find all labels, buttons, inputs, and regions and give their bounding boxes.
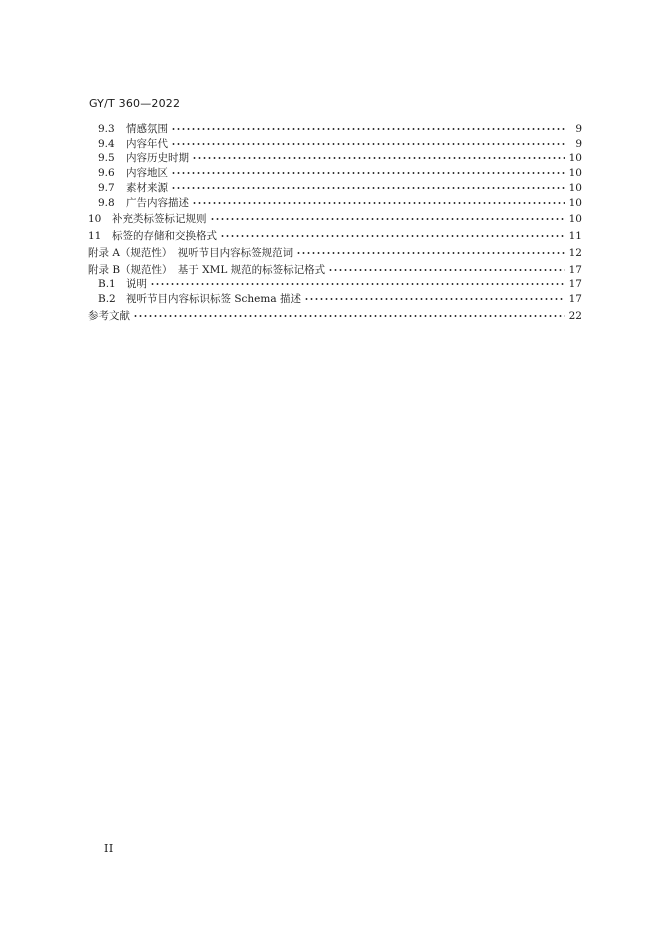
toc-entry-title: 补充类标签标记规则: [112, 213, 207, 226]
toc-leader-dots: [171, 169, 565, 177]
toc-entry-page-number: 17: [568, 293, 582, 306]
toc-leader-dots: [171, 184, 565, 192]
toc-entry[interactable]: [88, 277, 582, 292]
toc-entry-number: 9.7: [98, 181, 115, 194]
toc-leader-dots: [133, 312, 565, 320]
toc-entry-title: 说明: [126, 278, 147, 291]
toc-leader-dots: [220, 232, 565, 240]
toc-entry-number: 10: [88, 213, 102, 226]
toc-entry-page-number: 11: [568, 230, 582, 243]
toc-entry-page-number: 10: [568, 196, 582, 209]
toc-leader-dots: [328, 266, 565, 274]
toc-leader-dots: [192, 199, 565, 207]
toc-entry-title: 标签的存储和交换格式: [112, 230, 217, 243]
toc-entry[interactable]: [88, 180, 582, 195]
toc-leader-dots: [304, 295, 565, 303]
table-of-contents: [88, 121, 582, 323]
toc-entry-number: B.2: [98, 293, 116, 306]
toc-entry-number: 9.3: [98, 122, 115, 135]
toc-entry[interactable]: [88, 195, 582, 210]
toc-entry[interactable]: [88, 243, 582, 260]
toc-leader-dots: [296, 249, 565, 257]
toc-entry-page-number: 12: [568, 246, 582, 259]
page-number-footer: II: [104, 842, 114, 855]
toc-entry-number: 9.4: [98, 137, 115, 150]
toc-entry-page-number: 10: [568, 181, 582, 194]
toc-entry[interactable]: [88, 136, 582, 151]
toc-entry-number: B.1: [98, 278, 116, 291]
toc-entry-title: 广告内容描述: [126, 196, 189, 209]
toc-entry[interactable]: [88, 260, 582, 277]
toc-entry-title: 内容地区: [126, 167, 168, 180]
toc-entry[interactable]: [88, 210, 582, 227]
toc-entry-page-number: 10: [568, 213, 582, 226]
toc-entry-title: 内容历史时期: [126, 152, 189, 165]
toc-entry-title: 情感氛围: [126, 122, 168, 135]
toc-leader-dots: [171, 125, 565, 133]
toc-entry-page-number: 10: [568, 152, 582, 165]
toc-entry-title: 视听节目内容标识标签 Schema 描述: [126, 293, 301, 306]
toc-entry-page-number: 9: [575, 137, 582, 150]
toc-leader-dots: [192, 154, 565, 162]
toc-leader-dots: [150, 280, 565, 288]
toc-entry-title: 素材来源: [126, 181, 168, 194]
toc-entry-page-number: 9: [575, 122, 582, 135]
toc-leader-dots: [210, 215, 566, 223]
toc-entry[interactable]: [88, 121, 582, 136]
toc-entry-title: 附录 A（规范性） 视听节目内容标签规范词: [88, 246, 294, 259]
toc-entry-number: 9.8: [98, 196, 115, 209]
toc-entry[interactable]: [88, 151, 582, 166]
toc-entry-title: 内容年代: [126, 137, 168, 150]
toc-entry-page-number: 17: [568, 263, 582, 276]
toc-entry-title: 参考文献: [88, 309, 130, 322]
toc-leader-dots: [171, 140, 565, 148]
toc-entry-page-number: 22: [568, 309, 582, 322]
toc-entry-page-number: 10: [568, 167, 582, 180]
toc-entry[interactable]: [88, 226, 582, 243]
toc-entry[interactable]: [88, 306, 582, 323]
toc-entry-number: 11: [88, 230, 102, 243]
toc-entry[interactable]: [88, 291, 582, 306]
document-code-header: GY/T 360—2022: [89, 97, 181, 110]
toc-entry-number: 9.6: [98, 167, 115, 180]
toc-entry-title: 附录 B（规范性） 基于 XML 规范的标签标记格式: [88, 263, 326, 276]
toc-entry[interactable]: [88, 165, 582, 180]
toc-entry-page-number: 17: [568, 278, 582, 291]
toc-entry-number: 9.5: [98, 152, 115, 165]
